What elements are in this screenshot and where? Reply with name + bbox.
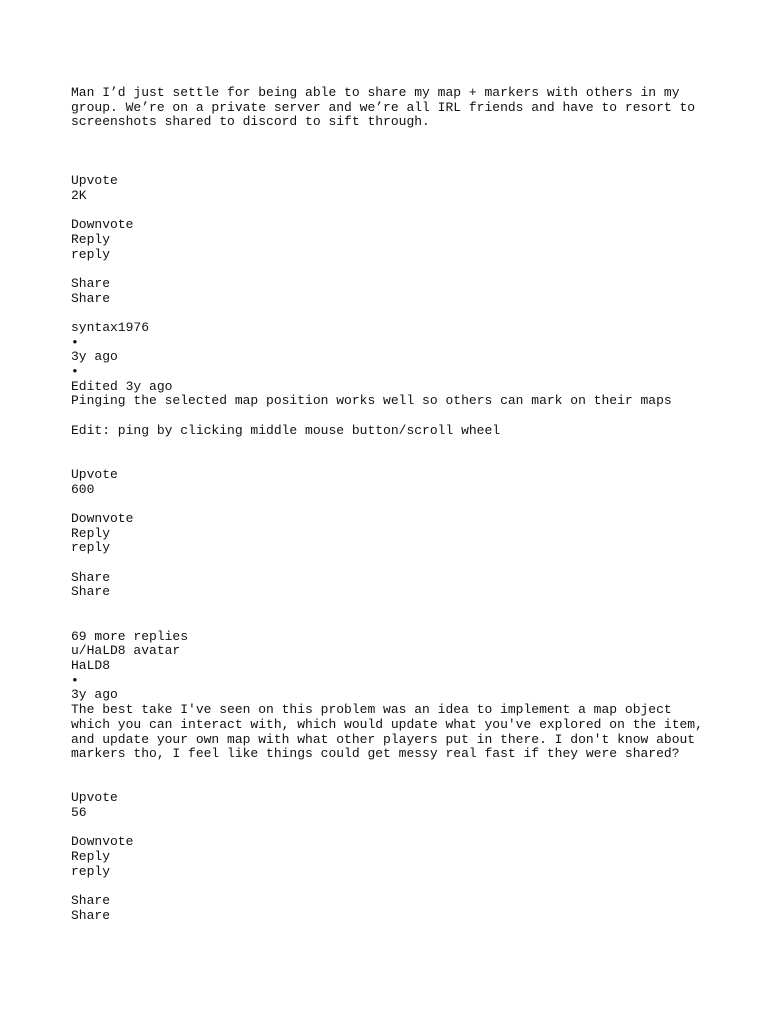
reply-button[interactable]: Reply — [71, 525, 111, 541]
reply-button[interactable]: Reply — [71, 849, 111, 865]
comment-timestamp: 3y ago — [71, 687, 118, 703]
comment-author[interactable]: syntax1976 — [71, 319, 150, 335]
meta-separator: • — [71, 364, 79, 380]
comment-thread — [71, 86, 711, 924]
upvote-button[interactable]: Upvote — [71, 790, 118, 806]
share-icon: Share — [71, 907, 111, 923]
share-button[interactable]: Share — [71, 275, 111, 291]
more-replies-button[interactable]: 69 more replies — [71, 628, 189, 644]
upvote-button[interactable]: Upvote — [71, 173, 118, 189]
meta-separator: • — [71, 334, 79, 350]
downvote-button[interactable]: Downvote — [71, 511, 134, 527]
vote-score: 2K — [71, 187, 87, 203]
reply-icon: reply — [71, 863, 111, 879]
downvote-button[interactable]: Downvote — [71, 217, 134, 233]
comment-body-line: Pinging the selected map position works well so others can mark on their maps — [71, 393, 672, 409]
edited-label: Edited 3y ago — [71, 378, 173, 394]
comment-body: Man I’d just settle for being able to share my map + markers with others in my group. We’re on a private server and we’re all IRL friends and have to resort to screenshots shared to discord to sift through. — [71, 85, 703, 130]
comment-2 — [71, 321, 711, 600]
reply-icon: reply — [71, 246, 111, 262]
share-button[interactable]: Share — [71, 569, 111, 585]
reply-icon: reply — [71, 540, 111, 556]
vote-score: 56 — [71, 805, 87, 821]
comment-author[interactable]: HaLD8 — [71, 658, 111, 674]
share-icon: Share — [71, 584, 111, 600]
comment-timestamp: 3y ago — [71, 349, 118, 365]
downvote-button[interactable]: Downvote — [71, 834, 134, 850]
reply-button[interactable]: Reply — [71, 231, 111, 247]
meta-separator: • — [71, 672, 79, 688]
comment-3 — [71, 644, 711, 923]
comment-body: The best take I've seen on this problem was an idea to implement a map object which you can interact with, which would update what you've explored on the item, and update your own map with what other players put in there. I don't know about markers tho, I feel like things could get messy real fast if they were shared? — [71, 702, 711, 762]
vote-score: 600 — [71, 481, 95, 497]
share-button[interactable]: Share — [71, 893, 111, 909]
share-icon: Share — [71, 290, 111, 306]
spacer — [71, 130, 711, 174]
upvote-button[interactable]: Upvote — [71, 466, 118, 482]
comment-body-line: Edit: ping by clicking middle mouse button/scroll wheel — [71, 422, 501, 438]
comment-1 — [71, 86, 711, 306]
avatar[interactable]: u/HaLD8 avatar — [71, 643, 181, 659]
